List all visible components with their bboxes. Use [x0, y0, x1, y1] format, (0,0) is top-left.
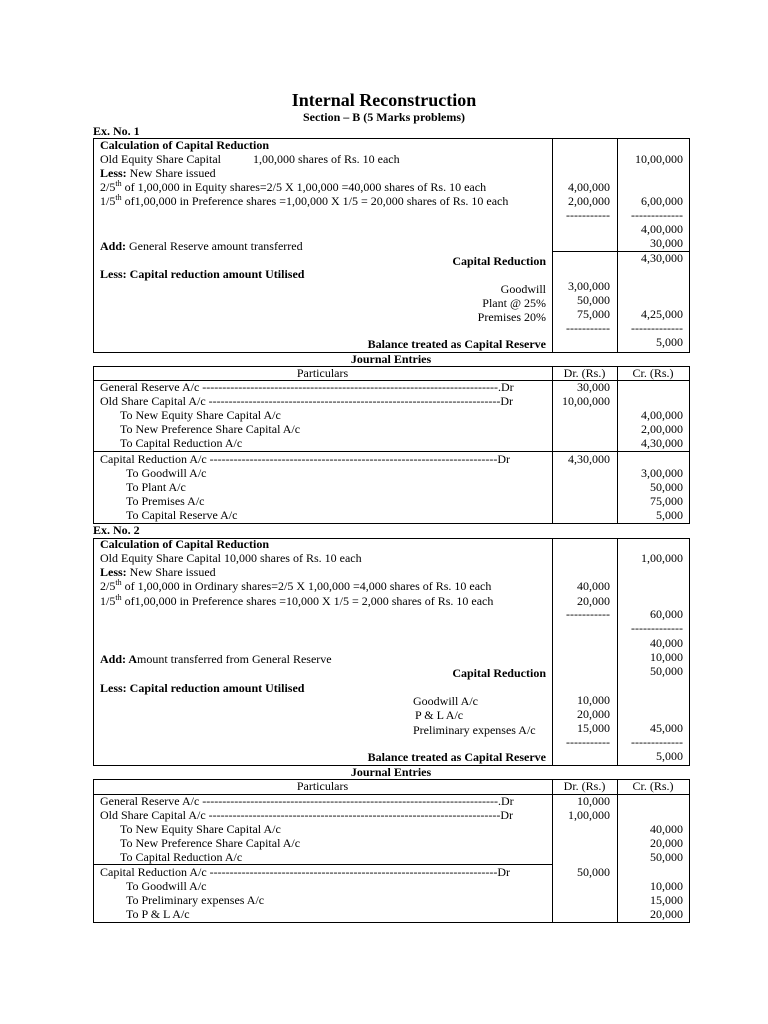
ex2-goodwill-amount: 10,000 — [577, 693, 610, 707]
ex1-goodwill-label: Goodwill — [500, 282, 546, 296]
ex1-journal-row: To Capital Reserve A/c — [126, 508, 238, 522]
ex1-journal-row: General Reserve A/c --------------------------------------------------------------------------.Dr — [100, 380, 514, 394]
ex1-journal-row: To Plant A/c — [126, 480, 186, 494]
ex2-add-gr: Add: Amount transferred from General Reserve — [100, 652, 332, 666]
ex2-journal-row: General Reserve A/c --------------------------------------------------------------------------.Dr — [100, 794, 514, 808]
ex2-journal-dr: 50,000 — [577, 865, 610, 879]
ex1-equity-amount: 4,00,000 — [568, 180, 610, 194]
ex2-sub-total: 40,000 — [650, 636, 683, 650]
ex1-dash-dr: ----------- — [566, 208, 610, 222]
ex2-journal-cr: 40,000 — [650, 822, 683, 836]
ex2-prelim-label: Preliminary expenses A/c — [413, 723, 536, 737]
ex2-journal-dr: 1,00,000 — [568, 808, 610, 822]
page-title: Internal Reconstruction — [291, 90, 477, 110]
ex1-journal-row: Old Share Capital A/c -------------------------------------------------------------------------Dr — [100, 394, 514, 408]
ex2-calc-heading: Calculation of Capital Reduction — [100, 537, 270, 551]
ex1-premises-amount: 75,000 — [577, 307, 610, 321]
ex1-calc-heading: Calculation of Capital Reduction — [100, 138, 270, 152]
ex1-col-cr: Cr. (Rs.) — [632, 366, 674, 380]
ex1-gr-amount: 30,000 — [650, 236, 683, 250]
ex1-less-utilised: Less: Capital reduction amount Utilised — [100, 267, 305, 281]
ex1-plant-label: Plant @ 25% — [482, 296, 546, 310]
ex1-journal-cr: 5,000 — [656, 508, 683, 522]
ex2-journal-cr: 10,000 — [650, 879, 683, 893]
ex1-journal-title: Journal Entries — [350, 352, 432, 366]
ex1-plant-amount: 50,000 — [577, 293, 610, 307]
ex2-journal-row: To P & L A/c — [126, 907, 190, 921]
ex2-journal-cr: 50,000 — [650, 850, 683, 864]
ex1-add-gr: Add: General Reserve amount transferred — [100, 239, 303, 253]
ex2-balance-label: Balance treated as Capital Reserve — [367, 750, 546, 764]
ex1-col-particulars: Particulars — [296, 366, 349, 380]
page-subtitle: Section – B (5 Marks problems) — [302, 110, 466, 124]
ex1-journal-cr: 2,00,000 — [641, 422, 683, 436]
ex2-journal-cr: 20,000 — [650, 907, 683, 921]
ex1-journal-row: To Premises A/c — [126, 494, 205, 508]
ex1-balance-amount: 5,000 — [656, 335, 683, 349]
ex2-journal-cr: 15,000 — [650, 893, 683, 907]
ex1-premises-label: Premises 20% — [477, 310, 546, 324]
ex2-journal-row: To Preliminary expenses A/c — [126, 893, 265, 907]
ex1-utilised-total: 4,25,000 — [641, 307, 683, 321]
ex1-col-dr: Dr. (Rs.) — [563, 366, 606, 380]
ex1-balance-label: Balance treated as Capital Reserve — [367, 337, 546, 351]
ex1-journal-cr: 4,00,000 — [641, 408, 683, 422]
ex2-less-new-share: Less: New Share issued — [100, 565, 216, 579]
ex2-goodwill-label: Goodwill A/c — [413, 694, 478, 708]
ex2-journal-row: To New Equity Share Capital A/c — [120, 822, 281, 836]
ex1-old-capital-label: Old Equity Share Capital — [100, 152, 221, 166]
ex2-pl-label: P & L A/c — [415, 708, 464, 722]
ex1-journal-row: To New Preference Share Capital A/c — [120, 422, 301, 436]
ex2-equity-amount: 40,000 — [577, 579, 610, 593]
ex1-journal-row: Capital Reduction A/c ------------------------------------------------------------------------Dr — [100, 452, 511, 466]
ex1-old-capital-amount: 10,00,000 — [635, 152, 683, 166]
ex1-less-new-share: Less: New Share issued — [100, 166, 216, 180]
ex1-journal-cr: 75,000 — [650, 494, 683, 508]
ex2-journal-dr: 10,000 — [577, 794, 610, 808]
ex1-label: Ex. No. 1 — [93, 124, 140, 138]
ex1-journal-dr: 10,00,000 — [562, 394, 610, 408]
ex1-pref-amount: 2,00,000 — [568, 194, 610, 208]
ex1-dash-cr: ------------- — [631, 208, 683, 222]
ex1-capital-reduction-label: Capital Reduction — [452, 254, 546, 268]
ex2-pl-amount: 20,000 — [577, 707, 610, 721]
ex2-col-dr: Dr. (Rs.) — [563, 779, 606, 793]
ex1-pref-line: 1/5th of1,00,000 in Preference shares =1,00,000 X 1/5 = 20,000 shares of Rs. 10 each — [100, 193, 509, 208]
ex1-dash-dr-2: ----------- — [566, 321, 610, 335]
ex2-balance-amount: 5,000 — [656, 749, 683, 763]
ex2-journal-row: To New Preference Share Capital A/c — [120, 836, 301, 850]
ex1-journal-row: To Goodwill A/c — [126, 466, 207, 480]
ex2-gr-amount: 10,000 — [650, 650, 683, 664]
ex1-journal-row: To New Equity Share Capital A/c — [120, 408, 281, 422]
ex2-new-share-total: 60,000 — [650, 607, 683, 621]
ex1-goodwill-amount: 3,00,000 — [568, 279, 610, 293]
ex2-pref-amount: 20,000 — [577, 594, 610, 608]
ex1-journal-cr: 4,30,000 — [641, 436, 683, 450]
ex1-old-capital-desc: 1,00,000 shares of Rs. 10 each — [253, 152, 400, 166]
ex1-journal-cr: 3,00,000 — [641, 466, 683, 480]
ex2-journal-row: Old Share Capital A/c -------------------------------------------------------------------------Dr — [100, 808, 514, 822]
ex2-dash-dr-2: ----------- — [566, 735, 610, 749]
ex1-new-share-total: 6,00,000 — [641, 194, 683, 208]
ex1-equity-line: 2/5th of 1,00,000 in Equity shares=2/5 X 1,00,000 =40,000 shares of Rs. 10 each — [100, 179, 487, 194]
ex2-utilised-total: 45,000 — [650, 721, 683, 735]
ex2-journal-row: To Capital Reduction A/c — [120, 850, 243, 864]
ex2-dash-dr: ----------- — [566, 607, 610, 621]
ex2-journal-row: Capital Reduction A/c ------------------------------------------------------------------------Dr — [100, 865, 511, 879]
ex2-prelim-amount: 15,000 — [577, 721, 610, 735]
ex1-journal-cr: 50,000 — [650, 480, 683, 494]
ex2-pref-line: 1/5th of1,00,000 in Preference shares =10,000 X 1/5 = 2,000 shares of Rs. 10 each — [100, 593, 494, 608]
ex2-label: Ex. No. 2 — [93, 523, 140, 537]
ex1-journal-dr: 30,000 — [577, 380, 610, 394]
ex2-journal-cr: 20,000 — [650, 836, 683, 850]
ex1-sub-total: 4,00,000 — [641, 222, 683, 236]
ex2-less-utilised: Less: Capital reduction amount Utilised — [100, 681, 305, 695]
ex2-col-cr: Cr. (Rs.) — [632, 779, 674, 793]
ex1-reduction-total: 4,30,000 — [641, 251, 683, 265]
ex1-dash-cr-2: ------------- — [631, 321, 683, 335]
ex2-journal-title: Journal Entries — [350, 765, 432, 779]
ex2-old-capital-amount: 1,00,000 — [641, 551, 683, 565]
ex2-dash-cr: ------------- — [631, 621, 683, 635]
ex1-journal-dr: 4,30,000 — [568, 452, 610, 466]
ex2-journal-row: To Goodwill A/c — [126, 879, 207, 893]
ex2-dash-cr-2: ------------- — [631, 735, 683, 749]
ex1-journal-row: To Capital Reduction A/c — [120, 436, 243, 450]
ex2-col-particulars: Particulars — [296, 779, 349, 793]
ex2-reduction-total: 50,000 — [650, 664, 683, 678]
ex2-old-capital: Old Equity Share Capital 10,000 shares of Rs. 10 each — [100, 551, 362, 565]
ex2-capital-reduction-label: Capital Reduction — [452, 666, 546, 680]
ex2-equity-line: 2/5th of 1,00,000 in Ordinary shares=2/5 X 1,00,000 =4,000 shares of Rs. 10 each — [100, 578, 492, 593]
